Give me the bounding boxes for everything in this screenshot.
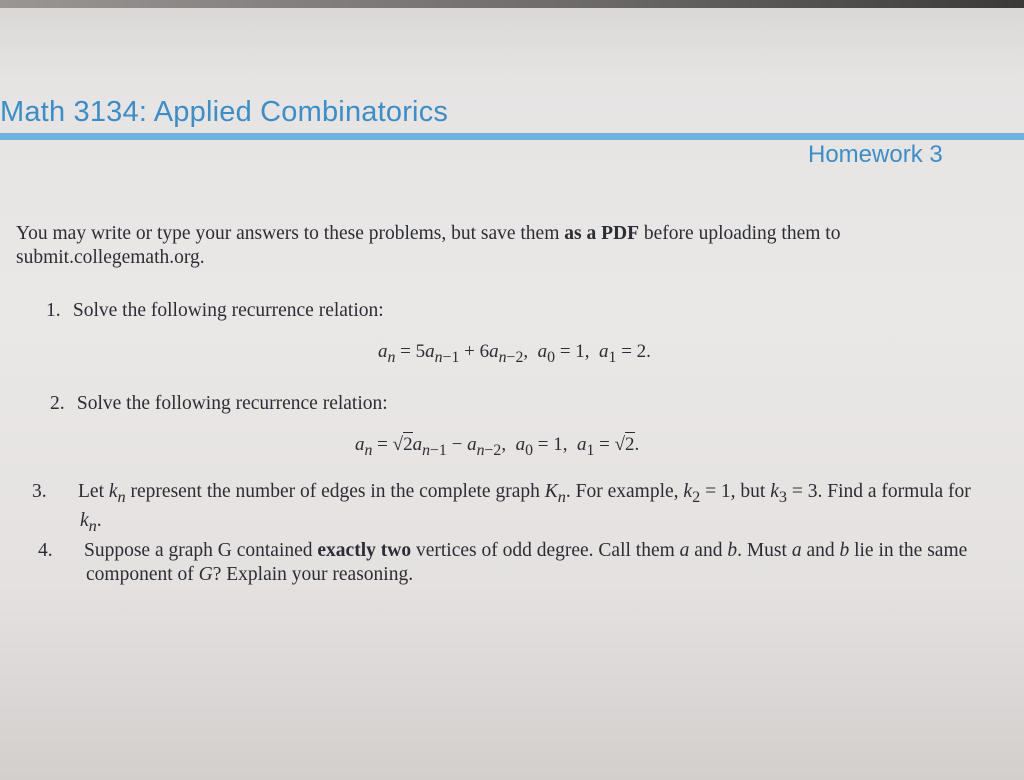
intro-paragraph <box>16 222 966 270</box>
problem-number: 2. <box>50 393 65 414</box>
title-divider <box>0 133 1024 140</box>
problem-text: Solve the following recurrence relation: <box>72 300 384 321</box>
intro-text-after: before uploading them to submit.collegemath.org. <box>16 223 841 268</box>
problem-text: Solve the following recurrence relation: <box>76 393 388 414</box>
course-title: Math 3134: Applied Combinatorics <box>0 96 449 128</box>
problem-number: 1. <box>46 300 61 321</box>
screen-bezel <box>0 0 1024 8</box>
problem-4 <box>38 539 986 587</box>
problem-text: Suppose a graph G contained exactly two vertices of odd degree. Call them a and b. Must a and b lie in the same component of G? Explain your reasoning. <box>84 540 968 585</box>
homework-label: Homework 3 <box>808 141 943 168</box>
problem-2-equation: $a_n = √2a_{n-1} - a_{n-2}$, $a_0 = 1$, $a_1 = √2$. <box>355 434 640 459</box>
problem-text: Let $k_n$ represent the number of edges in the complete graph $K_n$. For example, $k_2 = 1$, but $k_3 = 3$. Find a formula for $k_n$. <box>78 481 971 535</box>
problem-3 <box>32 480 980 538</box>
intro-bold-text: as a PDF <box>564 223 640 244</box>
problem-number: 4. <box>38 540 53 561</box>
intro-text-before: You may write or type your answers to these problems, but save them <box>16 223 565 244</box>
problem-2 <box>50 392 388 416</box>
problem-1 <box>46 299 384 323</box>
problem-1-equation: $a_n = 5a_{n-1} + 6a_{n-2}$, $a_0 = 1$, $a_1 = 2$. <box>378 341 651 366</box>
problem-number: 3. <box>32 481 47 502</box>
